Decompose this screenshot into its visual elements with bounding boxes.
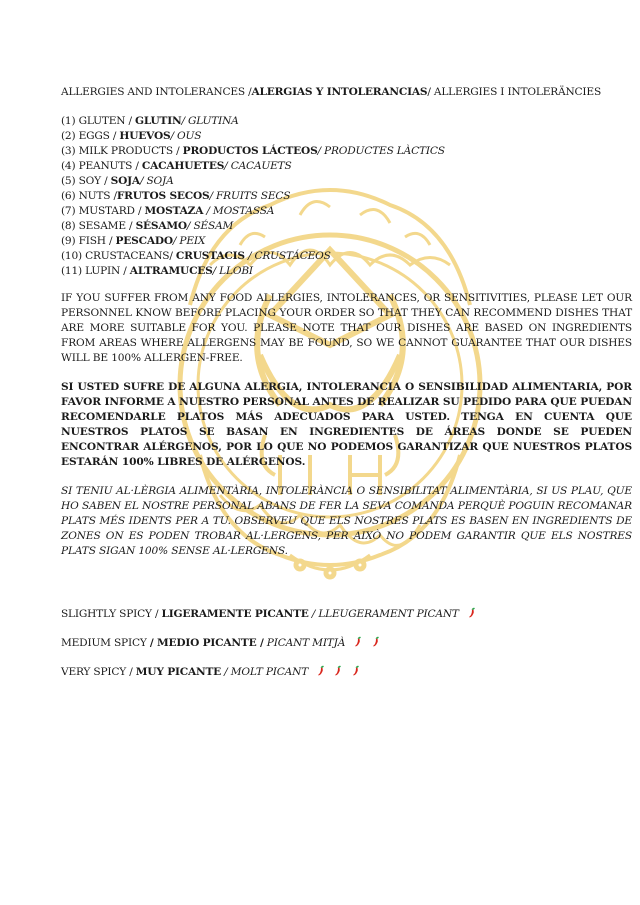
chili-pepper-icon (352, 665, 360, 676)
spicy-spanish: / MEDIO PICANTE / (149, 637, 264, 649)
notice-catalan: SI TENIU AL·LÈRGIA ALIMENTÀRIA, INTOLERÀNCIA O SENSIBILITAT ALIMENTÀRIA, SI US PLAU, QUE HO SABEN EL NOSTRE PERSONAL ABANS DE FER LA SEVA COMANDA PERQUÈ POGUIN RECOMANAR PLATS MÉS IDENTS PER A TU. OBSERVEU QUE ELS NOSTRES PLATS ES BASEN EN INGREDIENTS DE ZONES ON ES PODEN TROBAR AL·LERGENS, PER AIXÒ NO PODEM GARANTIR QUE ELS NOSTRES PLATS SIGAN 100% SENSE AL·LERGENS. (61, 485, 632, 557)
allergen-number: (8) (61, 220, 76, 232)
allergen-english: CRUSTACEANS/ (85, 250, 176, 262)
allergen-spanish: SOJA (110, 175, 140, 187)
allergen-number: (3) (61, 145, 76, 157)
allergen-list (61, 114, 632, 279)
allergen-english: FISH / (78, 235, 116, 247)
allergen-item (61, 249, 632, 264)
allergen-catalan: / FRUITS SECS (209, 190, 291, 202)
spicy-catalan: / MOLT PICANT (221, 666, 309, 678)
spicy-english: SLIGHTLY SPICY / (61, 608, 162, 620)
spicy-catalan: PICANT MITJÀ (263, 637, 346, 649)
allergen-catalan: / OUS (170, 130, 202, 142)
spicy-level-medium (61, 636, 632, 651)
allergen-spanish: CACAHUETES (141, 160, 225, 172)
notice-english: IF YOU SUFFER FROM ANY FOOD ALLERGIES, INTOLERANCES, OR SENSITIVITIES, PLEASE LET OUR PERSONNEL KNOW BEFORE PLACING YOUR ORDER SO THAT THEY CAN RECOMMEND DISHES THAT ARE MORE SUITABLE FOR YOU. PLEASE NOTE THAT OUR DISHES ARE BASED ON INGREDIENTS FROM AREAS WHERE ALLERGENS MAY BE FOUND, SO WE CANNOT GUARANTEE THAT OUR DISHES WILL BE 100% ALLERGEN-FREE. (61, 292, 632, 364)
allergen-catalan: / CACAUETS (224, 160, 292, 172)
spicy-level-very (61, 665, 632, 680)
chili-pepper-icon (468, 607, 476, 618)
allergen-english: SOY / (78, 175, 111, 187)
allergen-spanish: MOSTAZA (144, 205, 204, 217)
allergen-spanish: PRODUCTOS LÁCTEOS (182, 145, 318, 157)
chili-pepper-icon (372, 636, 380, 647)
chili-pepper-icon (317, 665, 325, 676)
allergen-item (61, 234, 632, 249)
allergen-spanish: FRUTOS SECOS (116, 190, 210, 202)
chili-pepper-icon (334, 665, 342, 676)
allergen-spanish: CRUSTACIS (175, 250, 245, 262)
allergen-english: LUPIN / (85, 265, 130, 277)
allergen-catalan: / LLOBI (212, 265, 253, 277)
allergen-item (61, 114, 632, 129)
allergen-item (61, 129, 632, 144)
allergen-number: (6) (61, 190, 76, 202)
spicy-english: VERY SPICY / (61, 666, 136, 678)
allergen-spanish: SÉSAMO (135, 220, 187, 232)
title-catalan: / ALLERGIES I INTOLERÄNCIES (427, 86, 602, 98)
allergen-item (61, 219, 632, 234)
spicy-english: MEDIUM SPICY (61, 637, 150, 649)
allergen-catalan: / MOSTASSA (203, 205, 275, 217)
allergen-item (61, 264, 632, 279)
notice-spanish: SI USTED SUFRE DE ALGUNA ALERGIA, INTOLERANCIA O SENSIBILIDAD ALIMENTARIA, POR FAVOR INFORME A NUESTRO PERSONAL ANTES DE REALIZAR SU PEDIDO PARA QUE PUEDAN RECOMENDARLE PLATOS MÁS ADECUADOS PARA USTED. TENGA EN CUENTA QUE NUESTROS PLATOS SE BASAN EN INGREDIENTES DE ÁREAS DONDE SE PUEDEN ENCONTRAR ALÉRGENOS, POR LO QUE NO PODEMOS GARANTIZAR QUE NUESTROS PLATOS ESTARÁN 100% LIBRES DE ALÉRGENOS. (61, 381, 632, 468)
allergen-item (61, 174, 632, 189)
allergen-english: NUTS / (78, 190, 117, 202)
spicy-catalan: / LLEUGERAMENT PICANT (308, 608, 459, 620)
allergen-english: SESAME / (78, 220, 136, 232)
allergen-number: (5) (61, 175, 76, 187)
allergen-english: GLUTEN / (78, 115, 135, 127)
allergen-number: (7) (61, 205, 76, 217)
title-english: ALLERGIES AND INTOLERANCES / (61, 86, 252, 98)
allergen-catalan: / SÉSAM (186, 220, 234, 232)
allergen-document (61, 84, 632, 694)
allergen-number: (4) (61, 160, 76, 172)
allergen-english: MUSTARD / (78, 205, 145, 217)
allergen-catalan: / PRODUCTES LÀCTICS (317, 145, 445, 157)
page-title (61, 84, 632, 100)
allergen-number: (1) (61, 115, 76, 127)
allergen-catalan: / SOJA (139, 175, 174, 187)
allergen-spanish: ALTRAMUCES (129, 265, 213, 277)
allergen-number: (11) (61, 265, 82, 277)
allergen-number: (10) (61, 250, 82, 262)
allergen-item (61, 204, 632, 219)
spicy-spanish: MUY PICANTE (135, 666, 222, 678)
title-spanish: ALERGIAS Y INTOLERANCIAS (251, 86, 428, 98)
allergen-english: PEANUTS / (78, 160, 142, 172)
chili-pepper-icon (354, 636, 362, 647)
allergen-item (61, 159, 632, 174)
allergen-catalan: / CRUSTÁCEOS (244, 250, 331, 262)
allergen-english: EGGS / (78, 130, 120, 142)
allergen-spanish: HUEVOS (119, 130, 171, 142)
allergen-item (61, 144, 632, 159)
spicy-legend (61, 607, 632, 680)
allergen-english: MILK PRODUCTS / (78, 145, 183, 157)
allergen-spanish: GLUTIN (135, 115, 182, 127)
allergen-number: (9) (61, 235, 76, 247)
spicy-level-slight (61, 607, 632, 622)
allergen-item (61, 189, 632, 204)
spicy-spanish: LIGERAMENTE PICANTE (161, 608, 309, 620)
allergen-catalan: / GLUTINA (181, 115, 239, 127)
allergen-spanish: PESCADO (115, 235, 173, 247)
allergen-number: (2) (61, 130, 76, 142)
allergen-catalan: / PEIX (172, 235, 206, 247)
